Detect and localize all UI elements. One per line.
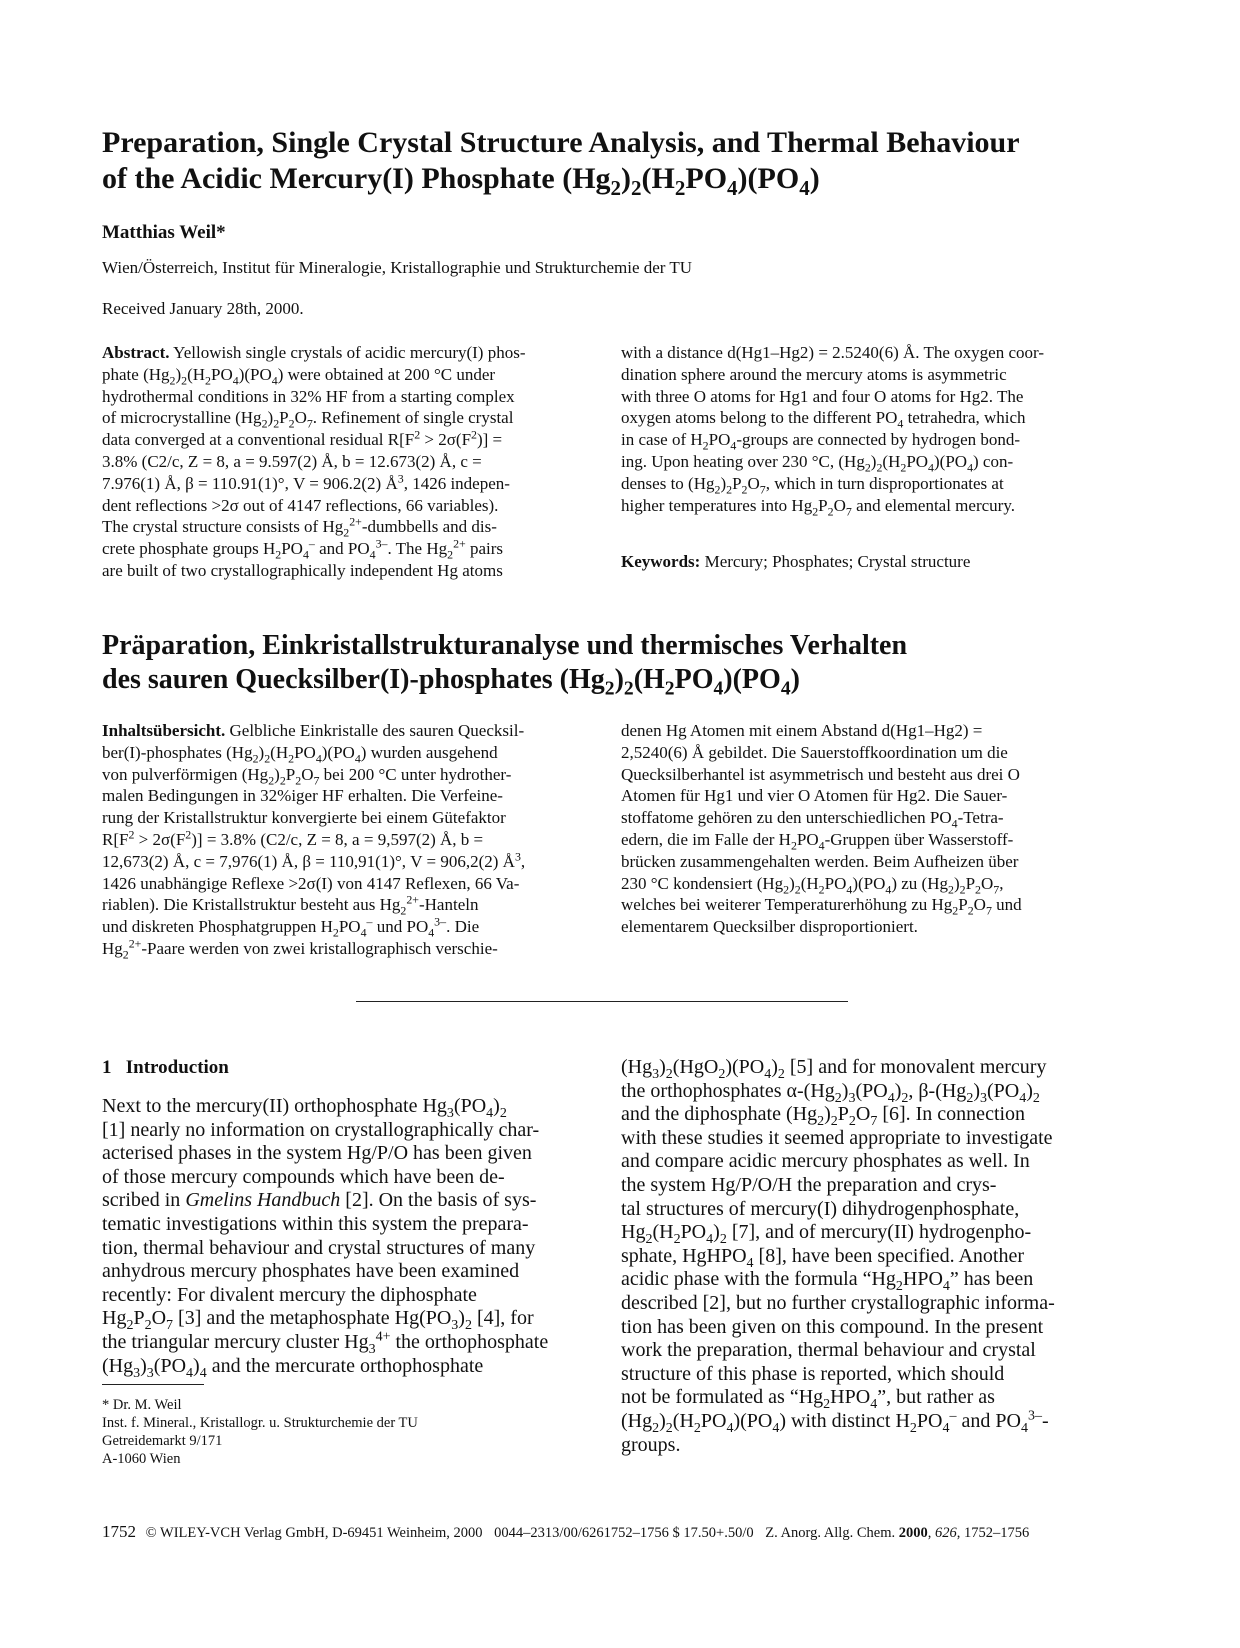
text-line: rung der Kristallstruktur konvergierte bei einem Gütefaktor <box>102 808 506 828</box>
inhalt-left <box>102 720 582 960</box>
inhalt-lines <box>621 720 1101 938</box>
text-line: oxygen atoms belong to the different $PO_4$ tetrahedra, which <box>621 408 1026 431</box>
text-line: scribed in Gmelins Handbuch [2]. On the basis of sys- <box>102 1189 537 1212</box>
text-line: in case of $H_2PO_4$-groups are connected by hydrogen bond- <box>621 430 1021 453</box>
text-line: von pulverförmigen $(Hg_2)_2P_2O_7$ bei 200 °C unter hydrother- <box>102 764 512 787</box>
intro-lines <box>102 1095 582 1381</box>
text-line: 7.976(1) Å, β = 110.91(1)°, V = 906.2(2) $Å^3$, 1426 indepen- <box>102 471 510 493</box>
abstract-lines <box>102 364 582 582</box>
text-line: [1] nearly no information on crystallographically char- <box>102 1118 540 1141</box>
paper-title-en <box>102 126 1102 200</box>
text-line: sphate, HgHPO$_4$ [8], have been specified. Another <box>621 1244 1024 1271</box>
text-line: structure of this phase is reported, which should <box>621 1362 1005 1385</box>
paper-title-de <box>102 630 1102 700</box>
text-line: $(Hg_3)_2(HgO_2)(PO_4)_2$ [5] and for monovalent mercury <box>621 1056 1047 1082</box>
text-line: dent reflections >2σ out of 4147 reflections, 66 variables). <box>102 495 499 515</box>
inhalt-right <box>621 720 1101 938</box>
text-line: 1426 unabhängige Reflexe >2σ(I) von 4147 Reflexen, 66 Va- <box>102 873 520 893</box>
footnote-lines <box>102 1396 418 1468</box>
text-line: data converged at a conventional residual $R[F^2 > 2\sigma(F^2)]$ = <box>102 427 503 450</box>
text-line: with these studies it seemed appropriate to investigate <box>621 1126 1053 1149</box>
abstract-right <box>621 342 1101 516</box>
text-line: described [2], but no further crystallographic informa- <box>621 1291 1055 1314</box>
text-line: und diskreten Phosphatgruppen $H_2PO_4^-$ und $PO_4^{3-}$. Die <box>102 914 480 940</box>
publisher: © WILEY-VCH Verlag GmbH, D-69451 Weinheim, 2000 <box>145 1525 483 1541</box>
text-line: 3.8% (C2/c, Z = 8, a = 9.597(2) Å, b = 12.673(2) Å, c = <box>102 451 482 471</box>
text-line: riablen). Die Kristallstruktur besteht aus $Hg_2^{2+}$-Hanteln <box>102 892 479 918</box>
text-line: A-1060 Wien <box>102 1451 181 1467</box>
text-line: tematic investigations within this system the prepara- <box>102 1212 529 1235</box>
text-line: the system Hg/P/O/H the preparation and crys- <box>621 1173 997 1196</box>
text-line: and the diphosphate $(Hg_2)_2P_2O_7$ [6]. In connection <box>621 1103 1026 1130</box>
text-line: Inst. f. Mineral., Kristallogr. u. Strukturchemie der TU <box>102 1415 418 1431</box>
inhalt-line: Inhaltsübersicht. Gelbliche Einkristalle des sauren Quecksil- <box>102 721 525 740</box>
title-line: of the Acidic Mercury(I) Phosphate $(Hg_2)_2(H_2PO_4)(PO_4)$ <box>102 162 820 200</box>
text-line: Quecksilberhantel ist asymmetrisch und besteht aus drei O <box>621 764 1020 784</box>
text-line: ing. Upon heating over 230 °C, $(Hg_2)_2(H_2PO_4)(PO_4)$ con- <box>621 451 1014 475</box>
keywords-label: Keywords: <box>621 552 701 571</box>
abstract-line: Abstract. Yellowish single crystals of acidic mercury(I) phos- <box>102 343 526 362</box>
text-line: 2,5240(6) Å gebildet. Die Sauerstoffkoordination um die <box>621 742 1008 762</box>
text-line: $Hg_2(H_2PO_4)_2$ [7], and of mercury(II) hydrogenpho- <box>621 1221 1032 1248</box>
text-line: denen Hg Atomen mit einem Abstand d(Hg1–Hg2) = <box>621 721 983 740</box>
text-line: with a distance d(Hg1–Hg2) = 2.5240(6) Å. The oxygen coor- <box>621 343 1044 362</box>
text-line: stoffatome gehören zu den unterschiedlichen $PO_4-Tetra-$ <box>621 808 1004 831</box>
title-line: Preparation, Single Crystal Structure Analysis, and Thermal Behaviour <box>102 126 1020 159</box>
inhalt-lines <box>102 742 582 960</box>
text-line: * Dr. M. Weil <box>102 1397 182 1413</box>
text-line: edern, die im Falle der $H_2PO_4$-Gruppen über Wasserstoff- <box>621 829 1014 853</box>
text-line: Atomen für Hg1 und vier O Atomen für Hg2. Die Sauer- <box>621 786 1008 806</box>
text-line: acterised phases in the system Hg/P/O has been given <box>102 1142 532 1165</box>
author: Matthias Weil* <box>102 222 226 243</box>
text-line: the orthophosphates $\alpha-(Hg_2)_3(PO_4)_2$, $\beta-(Hg_2)_3(PO_4)_2$ <box>621 1079 1040 1106</box>
title-line: des sauren Quecksilber(I)-phosphates $(Hg_2)_2(H_2PO_4)(PO_4)$ <box>102 664 800 700</box>
text-line: denses to $(Hg_2)_2P_2O_7$, which in turn disproportionates at <box>621 473 1004 497</box>
text-line: $Hg_2P_2O_7$ [3] and the metaphosphate $Hg(PO_3)_2$ [4], for <box>102 1307 534 1334</box>
section-divider <box>356 1001 848 1002</box>
text-line: 12,673(2) Å, c = 7,976(1) Å, β = 110,91(1)°, V = 906,2(2) $Å^3$, <box>102 849 526 871</box>
text-line: malen Bedingungen in 32%iger HF erhalten. Die Verfeine- <box>102 786 503 806</box>
intro-left <box>102 1095 582 1381</box>
text-line: not be formulated as “$Hg_2HPO_4$”, but rather as <box>621 1386 995 1413</box>
text-line: dination sphere around the mercury atoms is asymmetric <box>621 364 1007 384</box>
received-date: Received January 28th, 2000. <box>102 299 304 318</box>
text-line: $(Hg_3)_3(PO_4)_4$ and the mercurate orthophosphate <box>102 1354 484 1381</box>
text-line: The crystal structure consists of $Hg_2^{2+}$-dumbbells and dis- <box>102 514 497 540</box>
title-line: Präparation, Einkristallstrukturanalyse und thermisches Verhalten <box>102 630 908 661</box>
inhalt-label: Inhaltsübersicht. <box>102 721 226 740</box>
text-line: elementarem Quecksilber disproportioniert. <box>621 917 918 937</box>
abstract-left <box>102 342 582 582</box>
text-line: tal structures of mercury(I) dihydrogenphosphate, <box>621 1197 1020 1220</box>
footnote <box>102 1396 418 1468</box>
page-number: 1752 <box>102 1522 136 1541</box>
text-line: higher temperatures into $Hg_2P_2O_7$ and elemental mercury. <box>621 495 1015 518</box>
text-line: brücken zusammengehalten werden. Beim Aufheizen über <box>621 851 1019 871</box>
section-heading: 1 Introduction <box>102 1057 229 1078</box>
text-line: hydrothermal conditions in 32% HF from a starting complex <box>102 386 515 406</box>
abstract-lines <box>621 342 1101 516</box>
text-line: and compare acidic mercury phosphates as well. In <box>621 1150 1030 1173</box>
abstract-label: Abstract. <box>102 343 170 362</box>
keywords <box>621 552 970 572</box>
text-line: tion, thermal behaviour and crystal structures of many <box>102 1236 536 1259</box>
text-line: crete phosphate groups $H_2PO_4^-$ and $PO_4^{3-}$. The $Hg_2^{2+}$ pairs <box>102 536 504 562</box>
text-line: $(Hg_2)_2(H_2PO_4)(PO_4)$ with distinct $H_2PO_4^-$ and $PO_4^{3-}-$ <box>621 1408 1049 1436</box>
text-line: acidic phase with the formula “$Hg_2HPO_4$” has been <box>621 1268 1034 1295</box>
text-line: Next to the mercury(II) orthophosphate $Hg_3(PO_4)_2$ <box>102 1095 507 1121</box>
text-line: anhydrous mercury phosphates have been examined <box>102 1260 520 1283</box>
text-line: are built of two crystallographically independent Hg atoms <box>102 560 503 580</box>
text-line: tion has been given on this compound. In the present <box>621 1315 1044 1338</box>
page-footer <box>102 1522 1102 1542</box>
text-line: phate $(Hg_2)_2(H_2PO_4)(PO_4)$ were obtained at 200 °C under <box>102 364 496 388</box>
footnote-rule <box>102 1384 204 1385</box>
text-line: $Hg_2^{2+}$-Paare werden von zwei kristallographisch verschie- <box>102 936 498 962</box>
text-line: $R[F^2 > 2\sigma(F^2)] = 3.8\%$ (C2/c, Z = 8, a = 9,597(2) Å, b = <box>102 827 484 849</box>
text-line: with three O atoms for Hg1 and four O atoms for Hg2. The <box>621 386 1024 406</box>
text-line: 230 °C kondensiert $(Hg_2)_2(H_2PO_4)(PO_4)$ zu $(Hg_2)_2P_2O_7$, <box>621 873 1004 896</box>
text-line: Getreidemarkt 9/171 <box>102 1433 223 1449</box>
article-code: 0044–2313/00/6261752–1756 $ 17.50+.50/0 <box>494 1525 754 1541</box>
text-line: ber(I)-phosphates $(Hg_2)_2(H_2PO_4)(PO_4)$ wurden ausgehend <box>102 742 498 766</box>
text-line: welches bei weiterer Temperaturerhöhung zu $Hg_2P_2O_7$ und <box>621 895 1022 918</box>
journal-citation: Z. Anorg. Allg. Chem. 2000, 626, 1752–1756 <box>765 1525 1030 1541</box>
text-line: work the preparation, thermal behaviour and crystal <box>621 1339 1036 1362</box>
text-line: of microcrystalline $(Hg_2)_2P_2O_7$. Refinement of single crystal <box>102 408 514 431</box>
intro-right <box>621 1056 1101 1457</box>
affiliation: Wien/Österreich, Institut für Mineralogie, Kristallographie und Strukturchemie der TU <box>102 258 693 277</box>
keywords-text: Mercury; Phosphates; Crystal structure <box>700 552 971 571</box>
text-line: of those mercury compounds which have been de- <box>102 1165 505 1188</box>
text-line: recently: For divalent mercury the diphosphate <box>102 1283 477 1306</box>
text-line: groups. <box>621 1433 681 1456</box>
intro-lines <box>621 1056 1101 1457</box>
text-line: the triangular mercury cluster $Hg_3^{4+}$ the orthophosphate <box>102 1329 549 1357</box>
